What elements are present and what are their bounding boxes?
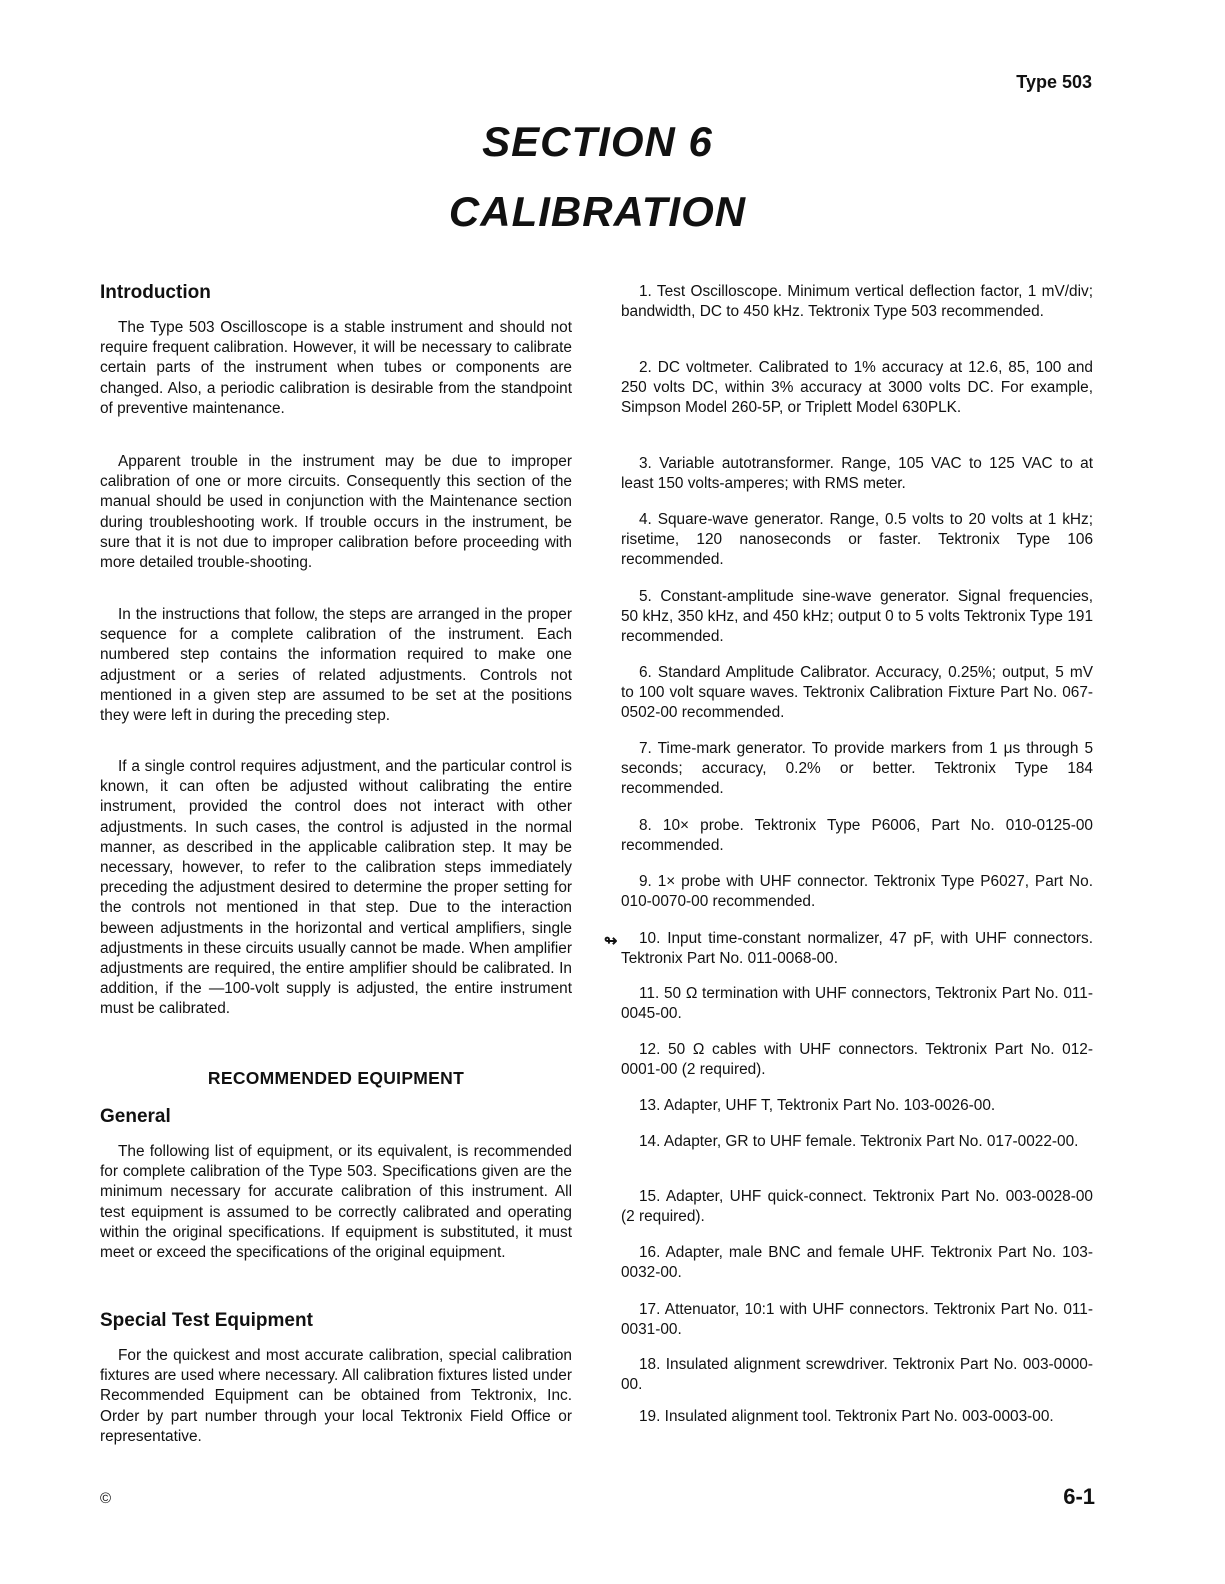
- special-paragraph: For the quickest and most accurate calibration, special calibration fixtures are used where necessary. All calibration fixtures listed under Recommended Equipment can be obtained from Tektronix, Inc. Order by part number through your local Tektronix Field Office or representative.: [100, 1347, 572, 1445]
- equipment-item: 5. Constant-amplitude sine-wave generator. Signal frequencies, 50 kHz, 350 kHz, and 450 kHz; output 0 to 5 volts Tektronix Type 191 recommended.: [621, 588, 1093, 646]
- general-paragraph: The following list of equipment, or its equivalent, is recommended for complete calibration of the Type 503. Specifications given are the minimum necessary for accurate calibration of this instrument. All test equipment is assumed to be correctly calibrated and operating within the original specifications. If equipment is substituted, it must meet or exceed the specifications of the original equipment.: [100, 1143, 572, 1262]
- recommended-equipment-heading: RECOMMENDED EQUIPMENT: [207, 1068, 465, 1088]
- equipment-item: 3. Variable autotransformer. Range, 105 VAC to 125 VAC to at least 150 volts-amperes; with RMS meter.: [621, 455, 1093, 493]
- equipment-item: 12. 50 Ω cables with UHF connectors. Tektronix Part No. 012-0001-00 (2 required).: [621, 1041, 1093, 1079]
- copyright-symbol: ©: [100, 1490, 112, 1507]
- equipment-item: 13. Adapter, UHF T, Tektronix Part No. 103-0026-00.: [639, 1097, 996, 1114]
- equipment-item: 17. Attenuator, 10:1 with UHF connectors. Tektronix Part No. 011-0031-00.: [621, 1301, 1093, 1339]
- introduction-heading: Introduction: [100, 282, 211, 303]
- intro-paragraph: The Type 503 Oscilloscope is a stable instrument and should not require frequent calibration. However, it will be necessary to calibrate certain parts of the instrument when tubes or components are changed. Also, a periodic calibration is desirable from the standpoint of preventive maintenance.: [100, 319, 572, 417]
- equipment-item: 15. Adapter, UHF quick-connect. Tektronix Part No. 003-0028-00 (2 required).: [621, 1188, 1093, 1226]
- general-heading: General: [100, 1106, 171, 1127]
- equipment-item: 14. Adapter, GR to UHF female. Tektronix Part No. 017-0022-00.: [639, 1133, 1079, 1150]
- equipment-item: 18. Insulated alignment screwdriver. Tektronix Part No. 003-0000-00.: [621, 1356, 1093, 1394]
- intro-paragraph: In the instructions that follow, the steps are arranged in the proper sequence for a complete calibration of the instrument. Each numbered step contains the information required to make one adjustment or a series of related adjustments. Controls not mentioned in a given step are assumed to be set at the positions they were left in during the preceding step.: [100, 606, 572, 725]
- equipment-item: 4. Square-wave generator. Range, 0.5 volts to 20 volts at 1 kHz; risetime, 120 nanoseconds or faster. Tektronix Type 106 recommended.: [621, 511, 1093, 569]
- intro-paragraph: Apparent trouble in the instrument may be due to improper calibration of one or more circuits. Consequently this section of the manual should be used in conjunction with the Maintenance section during troubleshooting work. If trouble occurs in the instrument, be sure that it is not due to improper calibration before proceeding with more detailed trouble-shooting.: [100, 453, 572, 572]
- equipment-item: 10. Input time-constant normalizer, 47 pF, with UHF connectors. Tektronix Part No. 011-0068-00.: [621, 930, 1093, 968]
- equipment-item: 2. DC voltmeter. Calibrated to 1% accuracy at 12.6, 85, 100 and 250 volts DC, within 3% accuracy at 3000 volts DC. For example, Simpson Model 260-5P, or Triplett Model 630PLK.: [621, 359, 1093, 417]
- equipment-item: 9. 1× probe with UHF connector. Tektronix Type P6027, Part No. 010-0070-00 recommended.: [621, 873, 1093, 911]
- equipment-item: 1. Test Oscilloscope. Minimum vertical deflection factor, 1 mV/div; bandwidth, DC to 450 kHz. Tektronix Type 503 recommended.: [621, 283, 1093, 321]
- equipment-item: 6. Standard Amplitude Calibrator. Accuracy, 0.25%; output, 5 mV to 100 volt square waves. Tektronix Calibration Fixture Part No. 067-0502-00 recommended.: [621, 664, 1093, 722]
- page-number: 6-1: [1063, 1484, 1095, 1509]
- equipment-item: 8. 10× probe. Tektronix Type P6006, Part No. 010-0125-00 recommended.: [621, 817, 1093, 855]
- model-label: Type 503: [1016, 72, 1092, 92]
- equipment-item: 7. Time-mark generator. To provide markers from 1 μs through 5 seconds; accuracy, 0.2% or better. Tektronix Type 184 recommended.: [621, 740, 1093, 798]
- change-mark-icon: ↬: [604, 933, 618, 950]
- special-test-equipment-heading: Special Test Equipment: [100, 1310, 313, 1331]
- equipment-item: 16. Adapter, male BNC and female UHF. Tektronix Part No. 103-0032-00.: [621, 1244, 1093, 1282]
- equipment-item: 19. Insulated alignment tool. Tektronix Part No. 003-0003-00.: [639, 1408, 1054, 1425]
- equipment-item: 11. 50 Ω termination with UHF connectors, Tektronix Part No. 011-0045-00.: [621, 985, 1093, 1023]
- section-subtitle: CALIBRATION: [448, 188, 747, 235]
- intro-paragraph: If a single control requires adjustment, and the particular control is known, it can often be adjusted without calibrating the entire instrument, provided the control does not interact with other adjustments. In such cases, the control is adjusted in the normal manner, as described in the applicable calibration step. It may be necessary, however, to refer to the calibration steps immediately preceding the adjustment desired to determine the proper setting for the controls not mentioned in that step. Due to the interaction beween adjustments in the horizontal and vertical amplifiers, single adjustments in these circuits usually cannot be made. When amplifier adjustments are required, the entire amplifier should be calibrated. In addition, if the —100-volt supply is adjusted, the entire instrument must be calibrated.: [100, 758, 572, 1018]
- section-title: SECTION 6: [482, 118, 713, 165]
